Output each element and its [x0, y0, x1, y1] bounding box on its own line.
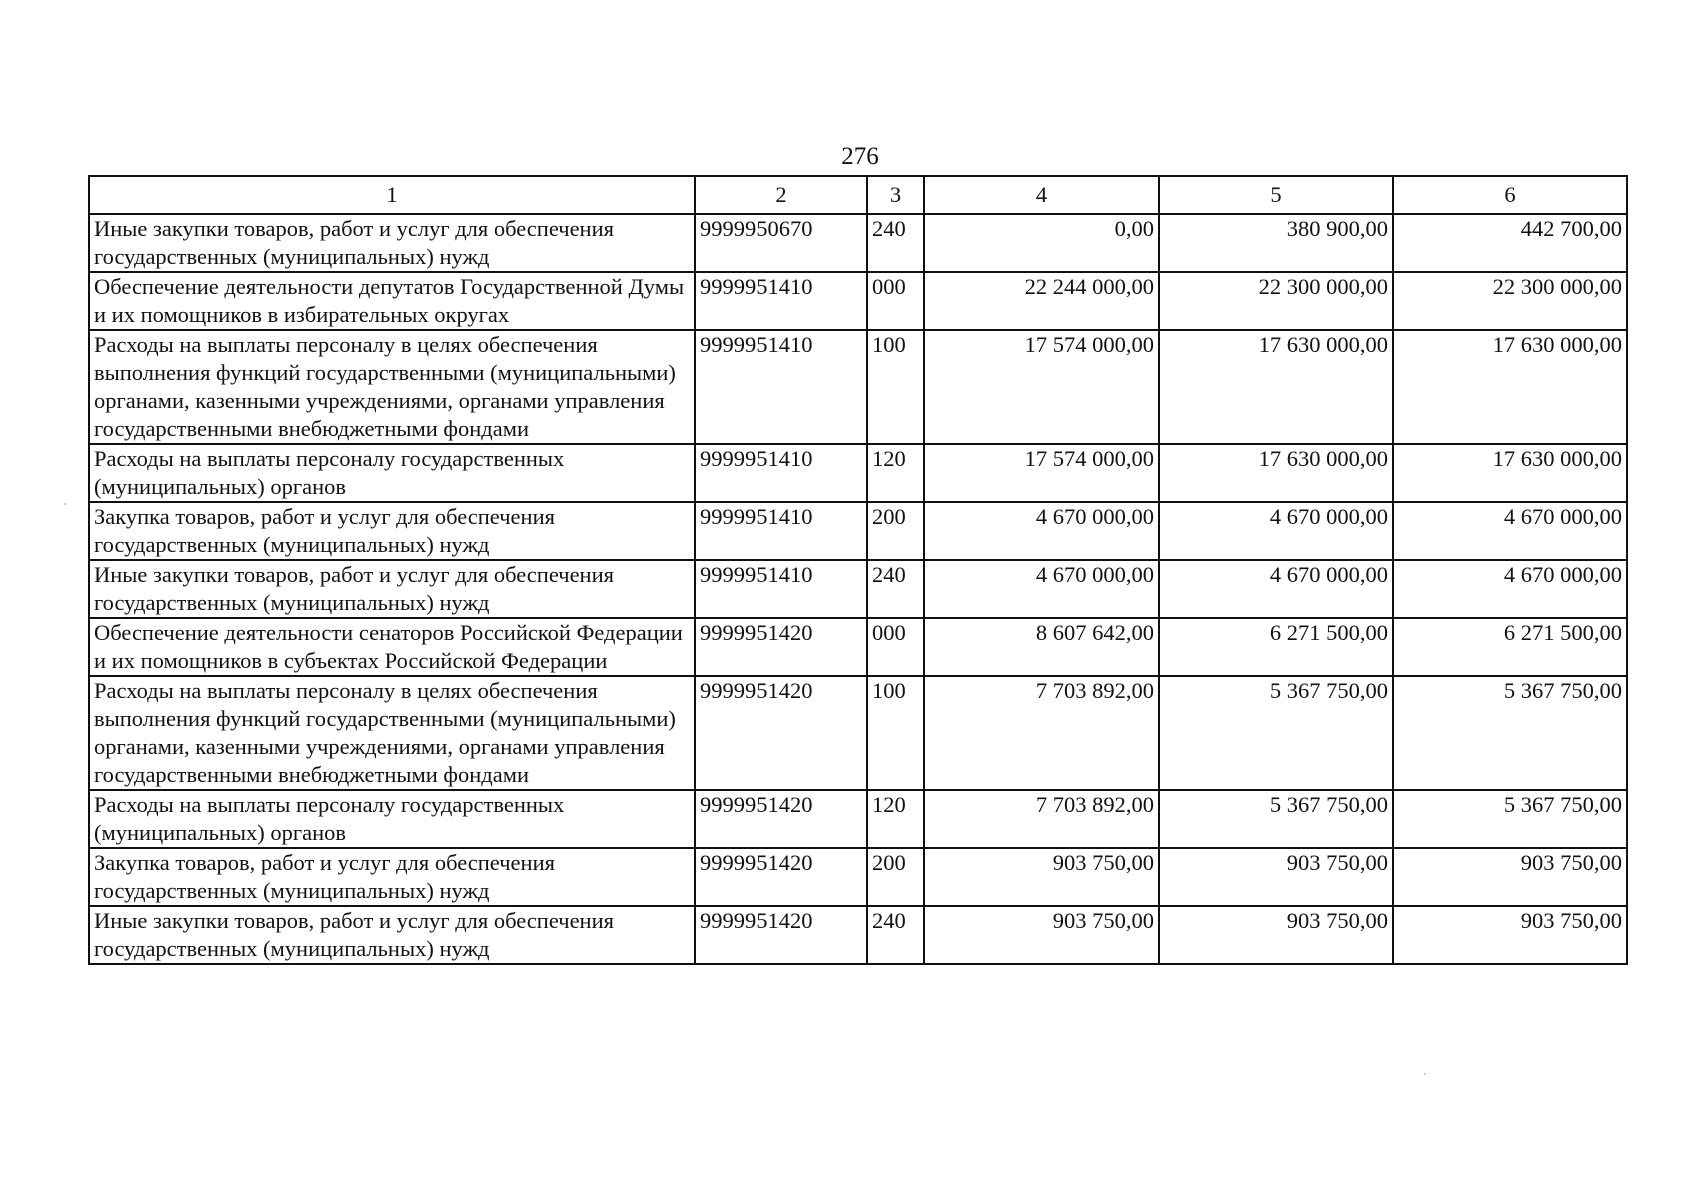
amount-col-4: 4 670 000,00	[924, 502, 1159, 560]
scan-speck	[1424, 1073, 1426, 1075]
amount-col-5: 903 750,00	[1159, 906, 1393, 964]
amount-col-4: 22 244 000,00	[924, 272, 1159, 330]
table-row	[89, 330, 1627, 444]
amount-col-6: 6 271 500,00	[1393, 618, 1627, 676]
amount-col-5: 17 630 000,00	[1159, 444, 1393, 502]
row-description: Иные закупки товаров, работ и услуг для обеспечения государственных (муниципальных) нужд	[89, 906, 695, 964]
target-article-code: 9999950670	[695, 214, 867, 272]
amount-col-4: 903 750,00	[924, 848, 1159, 906]
amount-col-6: 903 750,00	[1393, 906, 1627, 964]
table-row	[89, 676, 1627, 790]
amount-col-4: 17 574 000,00	[924, 444, 1159, 502]
budget-table	[88, 175, 1628, 965]
expense-type-code: 240	[867, 560, 924, 618]
header-row	[89, 176, 1627, 214]
column-header-6: 6	[1393, 176, 1627, 214]
target-article-code: 9999951420	[695, 848, 867, 906]
expense-type-code: 100	[867, 330, 924, 444]
row-description: Расходы на выплаты персоналу государственных (муниципальных) органов	[89, 790, 695, 848]
expense-type-code: 200	[867, 502, 924, 560]
table-row	[89, 618, 1627, 676]
amount-col-4: 903 750,00	[924, 906, 1159, 964]
amount-col-5: 4 670 000,00	[1159, 560, 1393, 618]
table-row	[89, 790, 1627, 848]
scan-speck	[64, 503, 66, 505]
row-description: Закупка товаров, работ и услуг для обеспечения государственных (муниципальных) нужд	[89, 848, 695, 906]
amount-col-4: 17 574 000,00	[924, 330, 1159, 444]
table-row	[89, 502, 1627, 560]
target-article-code: 9999951420	[695, 618, 867, 676]
amount-col-5: 17 630 000,00	[1159, 330, 1393, 444]
row-description: Обеспечение деятельности сенаторов Российской Федерации и их помощников в субъектах Российской Федерации	[89, 618, 695, 676]
table-row	[89, 214, 1627, 272]
column-header-1: 1	[89, 176, 695, 214]
table-row	[89, 848, 1627, 906]
column-header-2: 2	[695, 176, 867, 214]
table-row	[89, 272, 1627, 330]
row-description: Расходы на выплаты персоналу государственных (муниципальных) органов	[89, 444, 695, 502]
column-header-3: 3	[867, 176, 924, 214]
amount-col-4: 7 703 892,00	[924, 676, 1159, 790]
amount-col-4: 7 703 892,00	[924, 790, 1159, 848]
amount-col-6: 5 367 750,00	[1393, 676, 1627, 790]
amount-col-6: 4 670 000,00	[1393, 502, 1627, 560]
row-description: Закупка товаров, работ и услуг для обеспечения государственных (муниципальных) нужд	[89, 502, 695, 560]
target-article-code: 9999951420	[695, 676, 867, 790]
target-article-code: 9999951410	[695, 560, 867, 618]
expense-type-code: 240	[867, 214, 924, 272]
amount-col-4: 4 670 000,00	[924, 560, 1159, 618]
amount-col-6: 17 630 000,00	[1393, 444, 1627, 502]
table-header	[89, 176, 1627, 214]
table-row	[89, 560, 1627, 618]
amount-col-6: 903 750,00	[1393, 848, 1627, 906]
amount-col-6: 4 670 000,00	[1393, 560, 1627, 618]
amount-col-6: 22 300 000,00	[1393, 272, 1627, 330]
amount-col-6: 17 630 000,00	[1393, 330, 1627, 444]
target-article-code: 9999951410	[695, 444, 867, 502]
amount-col-5: 903 750,00	[1159, 848, 1393, 906]
amount-col-6: 442 700,00	[1393, 214, 1627, 272]
table-body	[89, 214, 1627, 964]
table-row	[89, 444, 1627, 502]
target-article-code: 9999951410	[695, 272, 867, 330]
column-header-4: 4	[924, 176, 1159, 214]
row-description: Обеспечение деятельности депутатов Государственной Думы и их помощников в избирательных округах	[89, 272, 695, 330]
amount-col-5: 380 900,00	[1159, 214, 1393, 272]
amount-col-6: 5 367 750,00	[1393, 790, 1627, 848]
amount-col-5: 5 367 750,00	[1159, 676, 1393, 790]
amount-col-5: 4 670 000,00	[1159, 502, 1393, 560]
expense-type-code: 100	[867, 676, 924, 790]
amount-col-5: 22 300 000,00	[1159, 272, 1393, 330]
amount-col-5: 6 271 500,00	[1159, 618, 1393, 676]
expense-type-code: 200	[867, 848, 924, 906]
expense-type-code: 240	[867, 906, 924, 964]
expense-type-code: 120	[867, 790, 924, 848]
expense-type-code: 120	[867, 444, 924, 502]
amount-col-4: 8 607 642,00	[924, 618, 1159, 676]
row-description: Иные закупки товаров, работ и услуг для обеспечения государственных (муниципальных) нужд	[89, 214, 695, 272]
target-article-code: 9999951410	[695, 502, 867, 560]
column-header-5: 5	[1159, 176, 1393, 214]
amount-col-5: 5 367 750,00	[1159, 790, 1393, 848]
row-description: Иные закупки товаров, работ и услуг для обеспечения государственных (муниципальных) нужд	[89, 560, 695, 618]
target-article-code: 9999951420	[695, 906, 867, 964]
amount-col-4: 0,00	[924, 214, 1159, 272]
row-description: Расходы на выплаты персоналу в целях обеспечения выполнения функций государственными (муниципальными) органами, казенными учреждениями, органами управления государственными внебюджетными фондами	[89, 676, 695, 790]
target-article-code: 9999951420	[695, 790, 867, 848]
table-row	[89, 906, 1627, 964]
expense-type-code: 000	[867, 272, 924, 330]
page-number: 276	[841, 143, 879, 170]
target-article-code: 9999951410	[695, 330, 867, 444]
row-description: Расходы на выплаты персоналу в целях обеспечения выполнения функций государственными (муниципальными) органами, казенными учреждениями, органами управления государственными внебюджетными фондами	[89, 330, 695, 444]
expense-type-code: 000	[867, 618, 924, 676]
